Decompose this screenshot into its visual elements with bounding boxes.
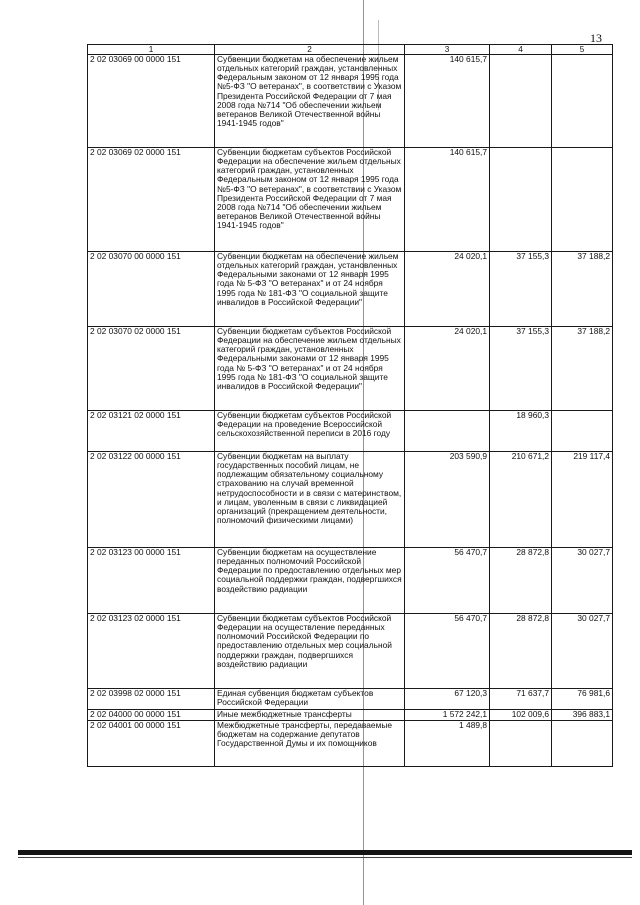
table-row: [88, 327, 613, 411]
income-description: Субвенции бюджетам на осуществление переданных полномочий Российской Федерации по предоставлению отдельных мер социальной поддержки граждан, подвергшихся воздействию радиации: [215, 548, 405, 614]
budget-code: 2 02 03123 02 0000 151: [88, 614, 215, 689]
table-row: [88, 452, 613, 548]
amount-col4: [490, 148, 552, 252]
amount-col4: 37 155,3: [490, 327, 552, 411]
amount-col4: 210 671,2: [490, 452, 552, 548]
amount-col3: 24 020,1: [405, 252, 490, 327]
amount-col4: 102 009,6: [490, 710, 552, 721]
income-description: Иные межбюджетные трансферты: [215, 710, 405, 721]
amount-col5: 76 981,6: [552, 689, 613, 710]
amount-col5: 37 188,2: [552, 327, 613, 411]
amount-col5: 30 027,7: [552, 614, 613, 689]
column-header: 3: [405, 45, 490, 55]
amount-col5: [552, 148, 613, 252]
amount-col3: 56 470,7: [405, 614, 490, 689]
amount-col4: [490, 55, 552, 148]
budget-table: [87, 44, 613, 767]
table-row: [88, 721, 613, 767]
page-number: 13: [590, 31, 602, 45]
income-description: Субвенции бюджетам на обеспечение жильем отдельных категорий граждан, установленных Федеральным законом от 12 января 1995 года №5-ФЗ "О ветеранах", в соответствии с Указом Президента Российской Федерации от 7 мая 2008 года №714 "Об обеспечении жильем ветеранов Великой Отечественной войны 1941-1945 годов": [215, 55, 405, 148]
table-row: [88, 710, 613, 721]
amount-col5: 396 883,1: [552, 710, 613, 721]
column-header: 4: [490, 45, 552, 55]
budget-code: 2 02 03998 02 0000 151: [88, 689, 215, 710]
income-description: Субвенции бюджетам на выплату государственных пособий лицам, не подлежащим обязательному социальному страхованию на случай временной нетрудоспособности и в связи с материнством, и лицам, уволенным в связи с ликвидацией организаций (прекращением деятельности, полномочий физическими лицами): [215, 452, 405, 548]
scan-bottom-edge: [18, 857, 632, 858]
amount-col5: [552, 721, 613, 767]
amount-col5: 37 188,2: [552, 252, 613, 327]
table-row: [88, 252, 613, 327]
amount-col3: [405, 411, 490, 452]
amount-col3: 140 615,7: [405, 55, 490, 148]
amount-col4: [490, 721, 552, 767]
budget-code: 2 02 03069 02 0000 151: [88, 148, 215, 252]
amount-col4: 18 960,3: [490, 411, 552, 452]
amount-col5: [552, 55, 613, 148]
amount-col5: 219 117,4: [552, 452, 613, 548]
budget-code: 2 02 03121 02 0000 151: [88, 411, 215, 452]
budget-code: 2 02 04000 00 0000 151: [88, 710, 215, 721]
amount-col3: 1 572 242,1: [405, 710, 490, 721]
budget-code: 2 02 03070 02 0000 151: [88, 327, 215, 411]
amount-col4: 71 637,7: [490, 689, 552, 710]
income-description: Межбюджетные трансферты, передаваемые бюджетам на содержание депутатов Государственной Думы и их помощников: [215, 721, 405, 767]
amount-col5: [552, 411, 613, 452]
amount-col3: 56 470,7: [405, 548, 490, 614]
table-row: [88, 411, 613, 452]
income-description: Субвенции бюджетам на обеспечение жильем отдельных категорий граждан, установленных Федеральными законами от 12 января 1995 года № 5-ФЗ "О ветеранах" и от 24 ноября 1995 года № 181-ФЗ "О социальной защите инвалидов в Российской Федерации": [215, 252, 405, 327]
amount-col4: 28 872,8: [490, 548, 552, 614]
budget-code: 2 02 03069 00 0000 151: [88, 55, 215, 148]
amount-col4: 28 872,8: [490, 614, 552, 689]
scan-bottom-edge: [18, 850, 632, 855]
amount-col3: 1 489,8: [405, 721, 490, 767]
amount-col3: 24 020,1: [405, 327, 490, 411]
income-description: Субвенции бюджетам субъектов Российской Федерации на обеспечение жильем отдельных категорий граждан, установленных Федеральными законами от 12 января 1995 года № 5-ФЗ "О ветеранах" и от 24 ноября 1995 года № 181-ФЗ "О социальной защите инвалидов в Российской Федерации": [215, 327, 405, 411]
amount-col5: 30 027,7: [552, 548, 613, 614]
header-row: [88, 45, 613, 55]
table-row: [88, 548, 613, 614]
table-row: [88, 55, 613, 148]
income-description: Субвенции бюджетам субъектов Российской Федерации на проведение Всероссийской сельскохозяйственной переписи в 2016 году: [215, 411, 405, 452]
income-description: Субвенции бюджетам субъектов Российской Федерации на обеспечение жильем отдельных категорий граждан, установленных Федеральным законом от 12 января 1995 года №5-ФЗ "О ветеранах", в соответствии с Указом Президента Российской Федерации от 7 мая 2008 года №714 "Об обеспечении жильем ветеранов Великой Отечественной войны 1941-1945 годов": [215, 148, 405, 252]
column-header: 5: [552, 45, 613, 55]
amount-col3: 67 120,3: [405, 689, 490, 710]
budget-code: 2 02 03122 00 0000 151: [88, 452, 215, 548]
budget-code: 2 02 04001 00 0000 151: [88, 721, 215, 767]
table-row: [88, 148, 613, 252]
column-header: 1: [88, 45, 215, 55]
budget-code: 2 02 03070 00 0000 151: [88, 252, 215, 327]
table-row: [88, 614, 613, 689]
budget-code: 2 02 03123 00 0000 151: [88, 548, 215, 614]
income-description: Субвенции бюджетам субъектов Российской Федерации на осуществление переданных полномочий Российской Федерации по предоставлению отдельных мер социальной поддержки граждан, подвергшихся воздействию радиации: [215, 614, 405, 689]
amount-col3: 203 590,9: [405, 452, 490, 548]
income-description: Единая субвенция бюджетам субъектов Российской Федерации: [215, 689, 405, 710]
table-row: [88, 689, 613, 710]
column-header: 2: [215, 45, 405, 55]
amount-col3: 140 615,7: [405, 148, 490, 252]
amount-col4: 37 155,3: [490, 252, 552, 327]
